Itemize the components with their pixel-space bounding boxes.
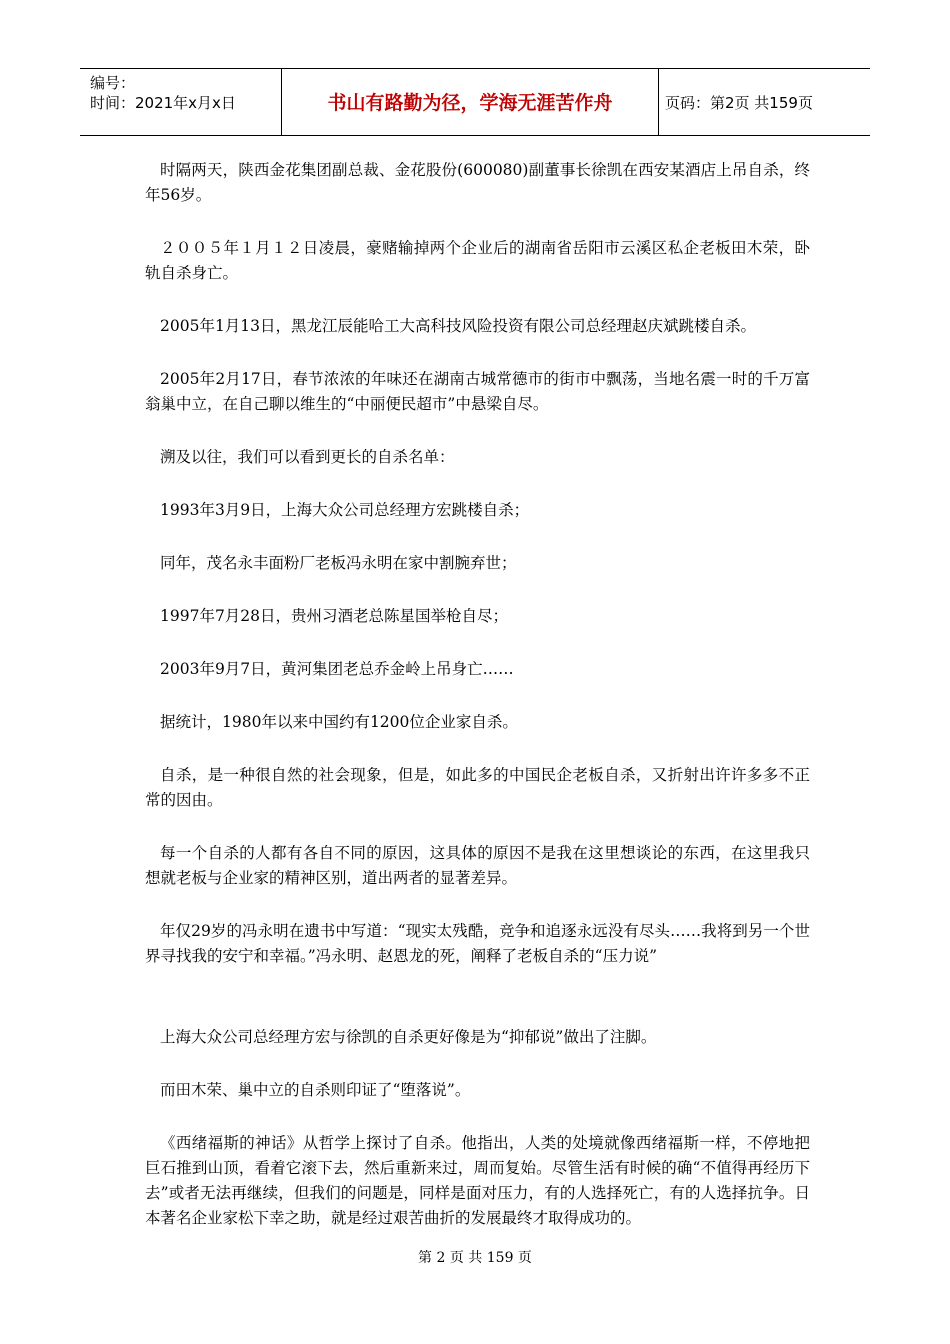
header-meta-cell bbox=[80, 69, 282, 135]
paragraph: 2005年1月13日，黑龙江辰能哈工大高科技风险投资有限公司总经理赵庆斌跳楼自杀。 bbox=[160, 317, 757, 335]
paragraph: ２００５年１月１２日凌晨，豪赌输掉两个企业后的湖南省岳阳市云溪区私企老板田木荣，卧轨自杀身亡。 bbox=[145, 239, 810, 282]
paragraph: 年仅29岁的冯永明在遗书中写道：“现实太残酷，竞争和追逐永远没有尽头……我将到另一个世界寻找我的安宁和幸福。”冯永明、赵恩龙的死，阐释了老板自杀的“压力说” bbox=[145, 922, 810, 965]
paragraph: 上海大众公司总经理方宏与徐凯的自杀更好像是为“抑郁说”做出了注脚。 bbox=[160, 1028, 657, 1046]
page-footer: 第 2 页 共 159 页 bbox=[418, 1250, 532, 1266]
header-motto: 书山有路勤为径，学海无涯苦作舟 bbox=[282, 69, 659, 135]
document-number-label: 编号： bbox=[90, 74, 136, 92]
paragraph: 同年，茂名永丰面粉厂老板冯永明在家中割腕弃世； bbox=[160, 554, 517, 572]
paragraph: 1997年7月28日，贵州习酒老总陈星国举枪自尽； bbox=[160, 607, 509, 625]
document-body bbox=[145, 158, 810, 1259]
header-page-code: 页码：第2页 共159页 bbox=[665, 94, 813, 112]
paragraph: 1993年3月9日，上海大众公司总经理方宏跳楼自杀； bbox=[160, 501, 530, 519]
paragraph: 据统计，1980年以来中国约有1200位企业家自杀。 bbox=[160, 713, 518, 731]
paragraph: 自杀，是一种很自然的社会现象，但是，如此多的中国民企老板自杀，又折射出许许多多不正常的因由。 bbox=[145, 766, 810, 809]
paragraph: 时隔两天，陕西金花集团副总裁、金花股份(600080)副董事长徐凯在西安某酒店上吊自杀，终年56岁。 bbox=[145, 161, 810, 204]
paragraph: 而田木荣、巢中立的自杀则印证了“堕落说”。 bbox=[160, 1081, 471, 1099]
paragraph: 《西绪福斯的神话》从哲学上探讨了自杀。他指出，人类的处境就像西绪福斯一样，不停地把巨石推到山顶，看着它滚下去，然后重新来过，周而复始。尽管生活有时候的确“不值得再经历下去”或者无法再继续，但我们的问题是，同样是面对压力，有的人选择死亡，有的人选择抗争。日本著名企业家松下幸之助，就是经过艰苦曲折的发展最终才取得成功的。 bbox=[145, 1134, 810, 1227]
page-header bbox=[80, 68, 870, 136]
paragraph: 每一个自杀的人都有各自不同的原因，这具体的原因不是我在这里想谈论的东西，在这里我只想就老板与企业家的精神区别，道出两者的显著差异。 bbox=[145, 844, 810, 887]
document-date-label: 时间：2021年x月x日 bbox=[90, 94, 236, 112]
paragraph: 溯及以往，我们可以看到更长的自杀名单： bbox=[160, 448, 455, 466]
paragraph: 2005年2月17日，春节浓浓的年味还在湖南古城常德市的街市中飘荡，当地名震一时的千万富翁巢中立，在自己聊以维生的“中丽便民超市”中悬梁自尽。 bbox=[145, 370, 810, 413]
paragraph: 2003年9月7日，黄河集团老总乔金岭上吊身亡…… bbox=[160, 660, 514, 678]
